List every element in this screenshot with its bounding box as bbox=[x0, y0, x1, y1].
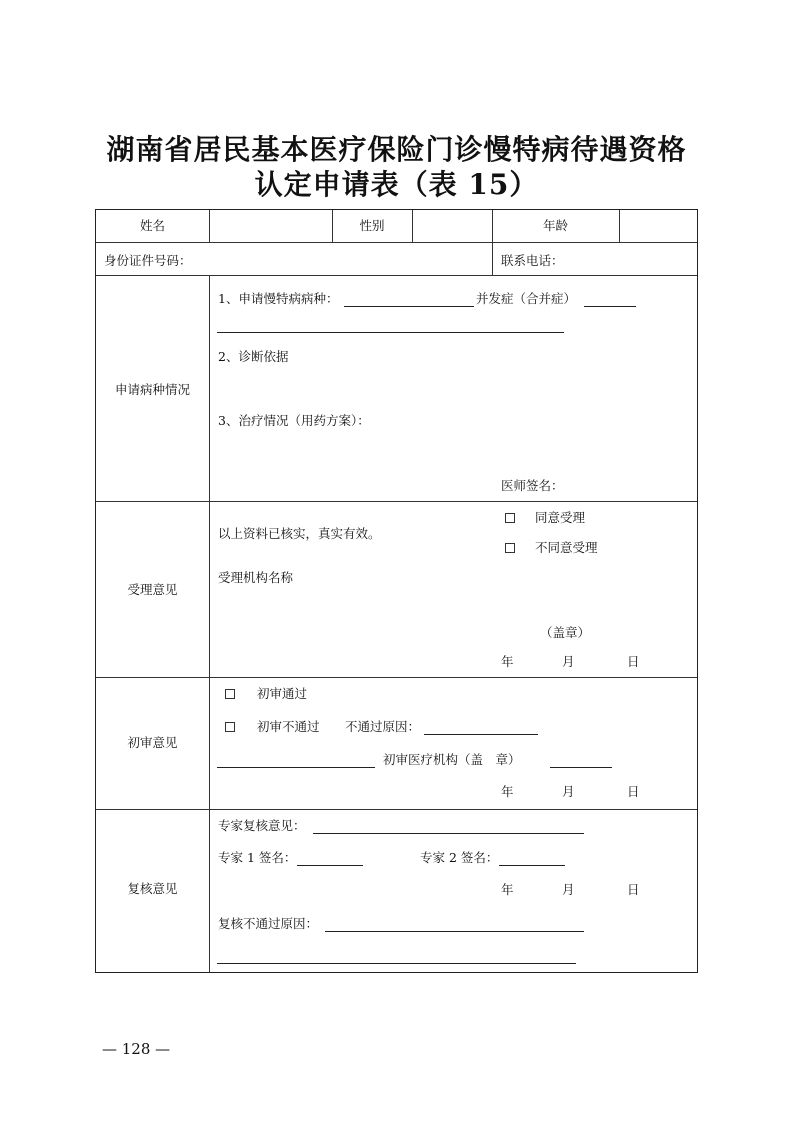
disease-type-label: 1、申请慢特病病种： bbox=[218, 291, 339, 306]
initial-review-section-header: 初审意见 bbox=[127, 735, 178, 750]
disease-type-blank bbox=[344, 306, 474, 307]
accept-year: 年 bbox=[501, 654, 514, 669]
review-section-header: 复核意见 bbox=[127, 881, 178, 896]
review-fail-reason-label: 复核不通过原因： bbox=[218, 916, 319, 931]
initial-year: 年 bbox=[501, 784, 514, 799]
initial-day: 日 bbox=[627, 784, 640, 799]
review-year: 年 bbox=[501, 882, 514, 897]
accept-day: 日 bbox=[627, 654, 640, 669]
disagree-checkbox[interactable] bbox=[505, 543, 515, 553]
initial-fail-checkbox[interactable] bbox=[225, 722, 235, 732]
id-number-label: 身份证件号码： bbox=[104, 253, 192, 268]
disagree-label: 不同意受理 bbox=[535, 540, 598, 555]
expert-opinion-blank bbox=[313, 833, 584, 834]
expert2-signature-label: 专家 2 签名： bbox=[420, 850, 499, 865]
form-title-line1: 湖南省居民基本医疗保险门诊慢特病待遇资格 bbox=[106, 133, 687, 166]
expert1-signature-label: 专家 1 签名： bbox=[218, 850, 297, 865]
age-label: 年龄 bbox=[542, 218, 568, 233]
application-form-table bbox=[95, 209, 698, 973]
review-day: 日 bbox=[627, 882, 640, 897]
accept-month: 月 bbox=[562, 654, 575, 669]
agree-checkbox[interactable] bbox=[505, 513, 515, 523]
gender-label: 性别 bbox=[359, 218, 385, 233]
verified-statement: 以上资料已核实，真实有效。 bbox=[218, 526, 381, 541]
expert1-signature-blank bbox=[297, 865, 363, 866]
name-label: 姓名 bbox=[139, 218, 165, 233]
col-divider bbox=[209, 275, 210, 972]
row-divider bbox=[96, 501, 697, 502]
expert2-signature-blank bbox=[499, 865, 565, 866]
accept-seal-label: （盖章） bbox=[540, 625, 591, 640]
row-divider bbox=[96, 677, 697, 678]
disease-section-header: 申请病种情况 bbox=[114, 382, 190, 397]
initial-fail-label: 初审不通过 bbox=[257, 719, 320, 734]
initial-pass-label: 初审通过 bbox=[257, 686, 308, 701]
review-month: 月 bbox=[562, 882, 575, 897]
initial-org-blank bbox=[217, 767, 375, 768]
agree-label: 同意受理 bbox=[535, 510, 586, 525]
col-divider bbox=[412, 210, 413, 242]
accept-org-label: 受理机构名称 bbox=[218, 570, 294, 585]
initial-pass-checkbox[interactable] bbox=[225, 689, 235, 699]
initial-fail-reason-blank bbox=[424, 734, 538, 735]
diagnosis-basis-label: 2、诊断依据 bbox=[218, 349, 289, 364]
initial-fail-reason-label: 不通过原因： bbox=[345, 719, 421, 734]
review-extra-blank bbox=[217, 963, 576, 964]
disease-extra-blank bbox=[217, 332, 564, 333]
treatment-label: 3、治疗情况（用药方案）： bbox=[218, 413, 370, 428]
phone-label: 联系电话： bbox=[501, 253, 564, 268]
complication-label: 并发症（合并症） bbox=[476, 291, 577, 306]
page-number: — 128 — bbox=[102, 1040, 171, 1058]
review-fail-reason-blank bbox=[325, 931, 584, 932]
complication-blank bbox=[584, 306, 636, 307]
initial-seal-blank bbox=[550, 767, 612, 768]
initial-month: 月 bbox=[562, 784, 575, 799]
expert-opinion-label: 专家复核意见： bbox=[218, 818, 306, 833]
col-divider bbox=[209, 210, 210, 242]
row-divider bbox=[96, 275, 697, 276]
initial-org-label: 初审医疗机构（盖 章） bbox=[383, 752, 521, 767]
acceptance-section-header: 受理意见 bbox=[127, 582, 178, 597]
col-divider bbox=[619, 210, 620, 242]
doctor-signature-label: 医师签名： bbox=[501, 478, 564, 493]
row-divider bbox=[96, 242, 697, 243]
form-title-line2: 认定申请表（表 15） bbox=[254, 168, 539, 201]
row-divider bbox=[96, 809, 697, 810]
